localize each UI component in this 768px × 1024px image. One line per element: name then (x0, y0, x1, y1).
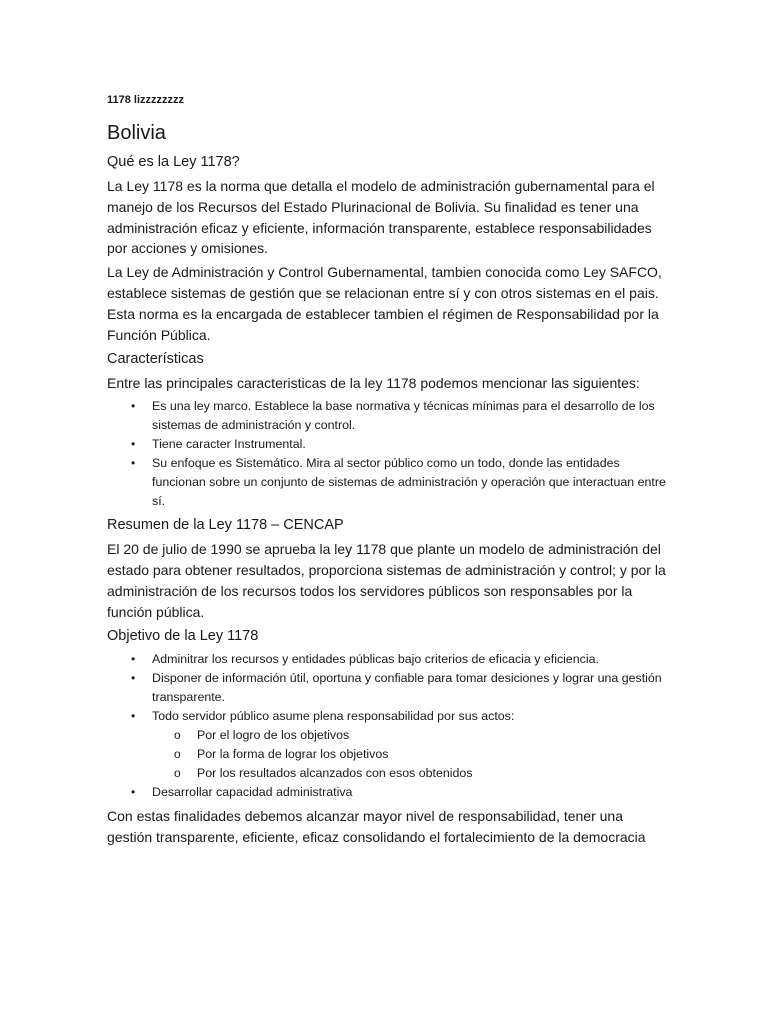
list-item (131, 669, 667, 707)
bullet-icon: • (131, 709, 136, 724)
sub-list-item (174, 745, 667, 764)
list-item-text: Disponer de información útil, oportuna y confiable para tomar desiciones y lograr una gestión transparente. (152, 671, 662, 705)
heading-que-es: Qué es la Ley 1178? (107, 154, 240, 170)
list-item (131, 397, 667, 435)
closing-paragraph: Con estas finalidades debemos alcanzar mayor nivel de responsabilidad, tener una gestión transparente, eficiente, eficaz consolidando el fortalecimiento de la democracia (107, 808, 646, 846)
objetivo-list (107, 650, 667, 802)
caracteristicas-paragraph: Entre las principales caracteristicas de la ley 1178 podemos mencionar las siguientes: (107, 375, 640, 392)
sub-list-item (174, 764, 667, 783)
resumen-paragraph: El 20 de julio de 1990 se aprueba la ley 1178 que plante un modelo de administración del estado para obtener resultados, proporciona sistemas de administración y control; y por la administración de los recursos todos los servidores públicos son responsables por la función pública. (107, 541, 666, 620)
bullet-icon: • (131, 652, 136, 667)
document-page (107, 92, 667, 851)
list-item-text: Es una ley marco. Establece la base normativa y técnicas mínimas para el desarrollo de los sistemas de administración y control. (152, 399, 655, 433)
circle-bullet-icon: o (174, 747, 181, 762)
list-item-text: Desarrollar capacidad administrativa (152, 785, 353, 800)
list-item-text: Adminitrar los recursos y entidades públicas bajo criterios de eficacia y eficiencia. (152, 652, 599, 667)
bullet-icon: • (131, 399, 136, 414)
list-item-text: Su enfoque es Sistemático. Mira al sector público como un todo, donde las entidades funcionan sobre un conjunto de sistemas de administración y operación que interactuan entre sí. (152, 456, 666, 509)
bullet-icon: • (131, 456, 136, 471)
page-title: Bolivia (107, 122, 166, 144)
list-item (131, 650, 667, 669)
heading-caracteristicas: Características (107, 351, 204, 368)
list-item (131, 783, 667, 802)
list-item-text: Tiene caracter Instrumental. (152, 437, 306, 452)
bullet-icon: • (131, 437, 136, 452)
sub-list-item (174, 726, 667, 745)
list-item (131, 707, 667, 783)
heading-objetivo: Objetivo de la Ley 1178 (107, 628, 259, 645)
sub-list-item-text: Por el logro de los objetivos (197, 728, 350, 743)
sub-list-item-text: Por la forma de lograr los objetivos (197, 747, 389, 762)
circle-bullet-icon: o (174, 728, 181, 743)
circle-bullet-icon: o (174, 766, 181, 781)
heading-resumen: Resumen de la Ley 1178 – CENCAP (107, 517, 344, 534)
bullet-icon: • (131, 671, 136, 686)
caracteristicas-list (107, 397, 667, 511)
intro-paragraph-2: La Ley de Administración y Control Gubernamental, tambien conocida como Ley SAFCO, establece sistemas de gestión que se relacionan entre sí y con otros sistemas en el pais. Esta norma es la encargada de establecer tambien el régimen de Responsabilidad por la Función Pública. (107, 264, 662, 343)
sub-list-item-text: Por los resultados alcanzados con esos obtenidos (197, 766, 473, 781)
intro-paragraph-1: La Ley 1178 es la norma que detalla el modelo de administración gubernamental para el manejo de los Recursos del Estado Plurinacional de Bolivia. Su finalidad es tener una administración eficaz y eficiente, información transparente, establece responsabilidades por acciones y omisiones. (107, 178, 655, 257)
list-item-text: Todo servidor público asume plena responsabilidad por sus actos: (152, 709, 515, 724)
list-item (131, 454, 667, 511)
document-tag: 1178 lizzzzzzzz (107, 94, 185, 106)
list-item (131, 435, 667, 454)
bullet-icon: • (131, 785, 136, 800)
objetivo-sub-list (152, 726, 667, 783)
